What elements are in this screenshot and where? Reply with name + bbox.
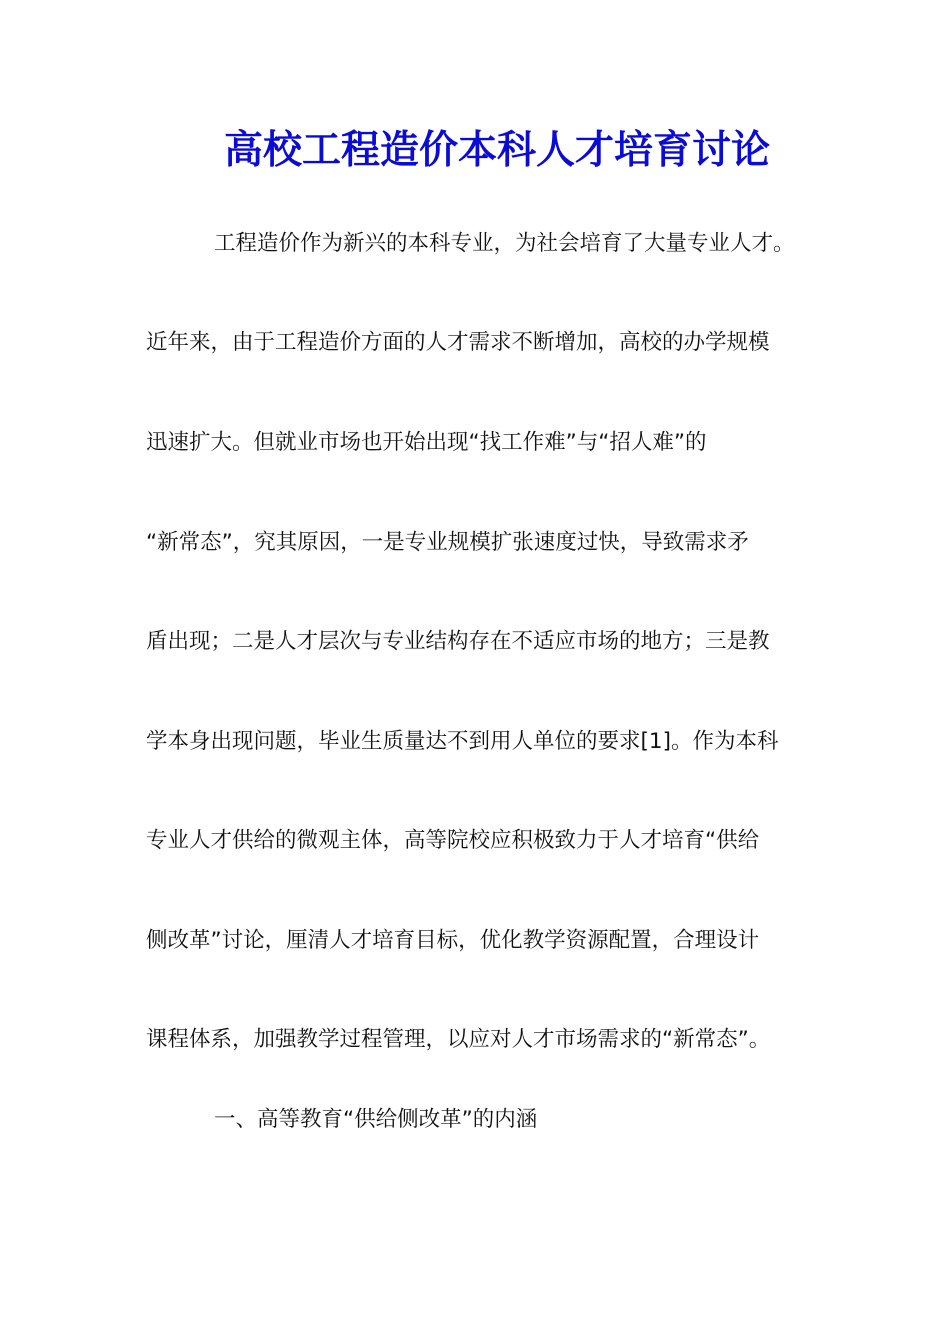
paragraph-line: 课程体系，加强教学过程管理，以应对人才市场需求的“新常态”。 [146,1027,771,1052]
paragraph-line: 侧改革”讨论，厘清人才培育目标，优化教学资源配置，合理设计 [146,928,760,953]
paragraph-line: 工程造价作为新兴的本科专业，为社会培育了大量专业人才。 [214,231,795,256]
paragraph-line: 迅速扩大。但就业市场也开始出现“找工作难”与“招人难”的 [146,430,707,455]
paragraph-line: 学本身出现问题，毕业生质量达不到用人单位的要求[1]。作为本科 [146,729,779,754]
paragraph-line: 盾出现；二是人才层次与专业结构存在不适应市场的地方；三是教 [146,629,770,654]
paragraph-line: “新常态”，究其原因，一是专业规模扩张速度过快，导致需求矛 [146,530,749,555]
paragraph-line: 专业人才供给的微观主体，高等院校应积极致力于人才培育“供给 [146,828,760,853]
paragraph-line: 近年来，由于工程造价方面的人才需求不断增加，高校的办学规模 [146,330,770,355]
section-heading: 一、高等教育“供给侧改革”的内涵 [214,1107,538,1132]
document-title: 高校工程造价本科人才培育讨论 [223,127,770,173]
